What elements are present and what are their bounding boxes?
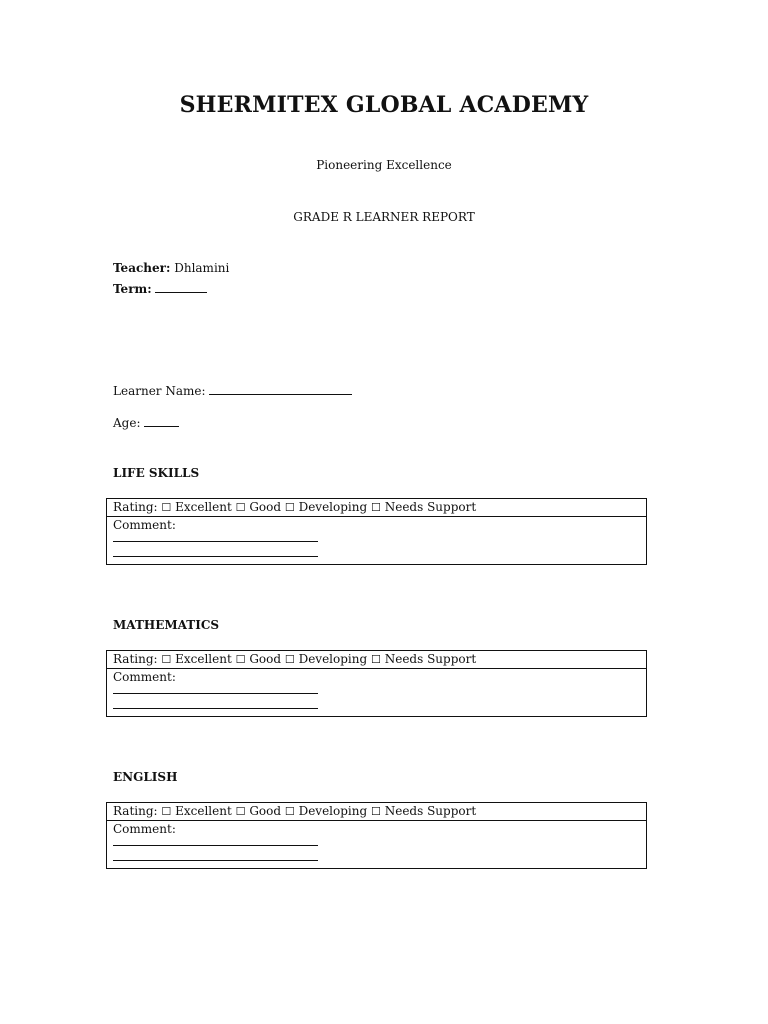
rating-developing-label: Developing	[298, 500, 368, 514]
school-motto: Pioneering Excellence	[316, 158, 452, 172]
comment-line[interactable]	[113, 694, 318, 709]
learner-name-label: Learner Name:	[113, 384, 206, 398]
rating-row	[107, 499, 646, 517]
rating-excellent-label: Excellent	[175, 500, 232, 514]
comment-label: Comment:	[113, 822, 176, 836]
comment-line[interactable]	[113, 533, 318, 542]
comment-line[interactable]	[113, 542, 318, 557]
term-line	[113, 281, 207, 296]
age-blank[interactable]	[144, 415, 179, 427]
rating-needs-support-label: Needs Support	[384, 804, 477, 818]
rating-row	[107, 803, 646, 821]
checkbox-good[interactable]: ☐	[235, 653, 246, 666]
rating-row	[107, 651, 646, 669]
section-box-english	[106, 802, 647, 869]
rating-excellent-label: Excellent	[175, 652, 232, 666]
rating-good-label: Good	[249, 500, 282, 514]
learner-name-blank[interactable]	[209, 383, 352, 395]
age-label: Age:	[113, 416, 141, 430]
checkbox-developing[interactable]: ☐	[284, 805, 295, 818]
comment-area	[107, 821, 646, 861]
section-box-mathematics	[106, 650, 647, 717]
rating-prefix: Rating:	[113, 652, 158, 666]
comment-label: Comment:	[113, 670, 176, 684]
rating-excellent-label: Excellent	[175, 804, 232, 818]
rating-developing-label: Developing	[298, 804, 368, 818]
checkbox-needs-support[interactable]: ☐	[371, 805, 381, 818]
teacher-line	[113, 261, 229, 275]
checkbox-good[interactable]: ☐	[235, 501, 246, 514]
checkbox-developing[interactable]: ☐	[284, 653, 295, 666]
learner-name-line	[113, 383, 352, 398]
teacher-label: Teacher:	[113, 261, 171, 275]
section-heading-mathematics: MATHEMATICS	[113, 618, 220, 632]
comment-line[interactable]	[113, 685, 318, 694]
rating-developing-label: Developing	[298, 652, 368, 666]
school-name: SHERMITEX GLOBAL ACADEMY	[179, 92, 589, 118]
checkbox-good[interactable]: ☐	[235, 805, 246, 818]
age-line	[113, 415, 179, 430]
rating-prefix: Rating:	[113, 804, 158, 818]
rating-needs-support-label: Needs Support	[384, 652, 477, 666]
checkbox-excellent[interactable]: ☐	[161, 805, 172, 818]
comment-line[interactable]	[113, 846, 318, 861]
comment-label: Comment:	[113, 518, 176, 532]
section-heading-life-skills: LIFE SKILLS	[113, 466, 200, 480]
checkbox-excellent[interactable]: ☐	[161, 653, 172, 666]
checkbox-needs-support[interactable]: ☐	[371, 501, 381, 514]
section-heading-english: ENGLISH	[113, 770, 178, 784]
term-blank[interactable]	[155, 281, 207, 293]
report-title: GRADE R LEARNER REPORT	[293, 210, 475, 224]
comment-area	[107, 669, 646, 709]
teacher-value: Dhlamini	[174, 261, 230, 275]
rating-good-label: Good	[249, 652, 282, 666]
comment-line[interactable]	[113, 837, 318, 846]
rating-needs-support-label: Needs Support	[384, 500, 477, 514]
term-label: Term:	[113, 282, 152, 296]
comment-area	[107, 517, 646, 557]
rating-prefix: Rating:	[113, 500, 158, 514]
checkbox-needs-support[interactable]: ☐	[371, 653, 381, 666]
checkbox-developing[interactable]: ☐	[284, 501, 295, 514]
checkbox-excellent[interactable]: ☐	[161, 501, 172, 514]
section-box-life-skills	[106, 498, 647, 565]
rating-good-label: Good	[249, 804, 282, 818]
